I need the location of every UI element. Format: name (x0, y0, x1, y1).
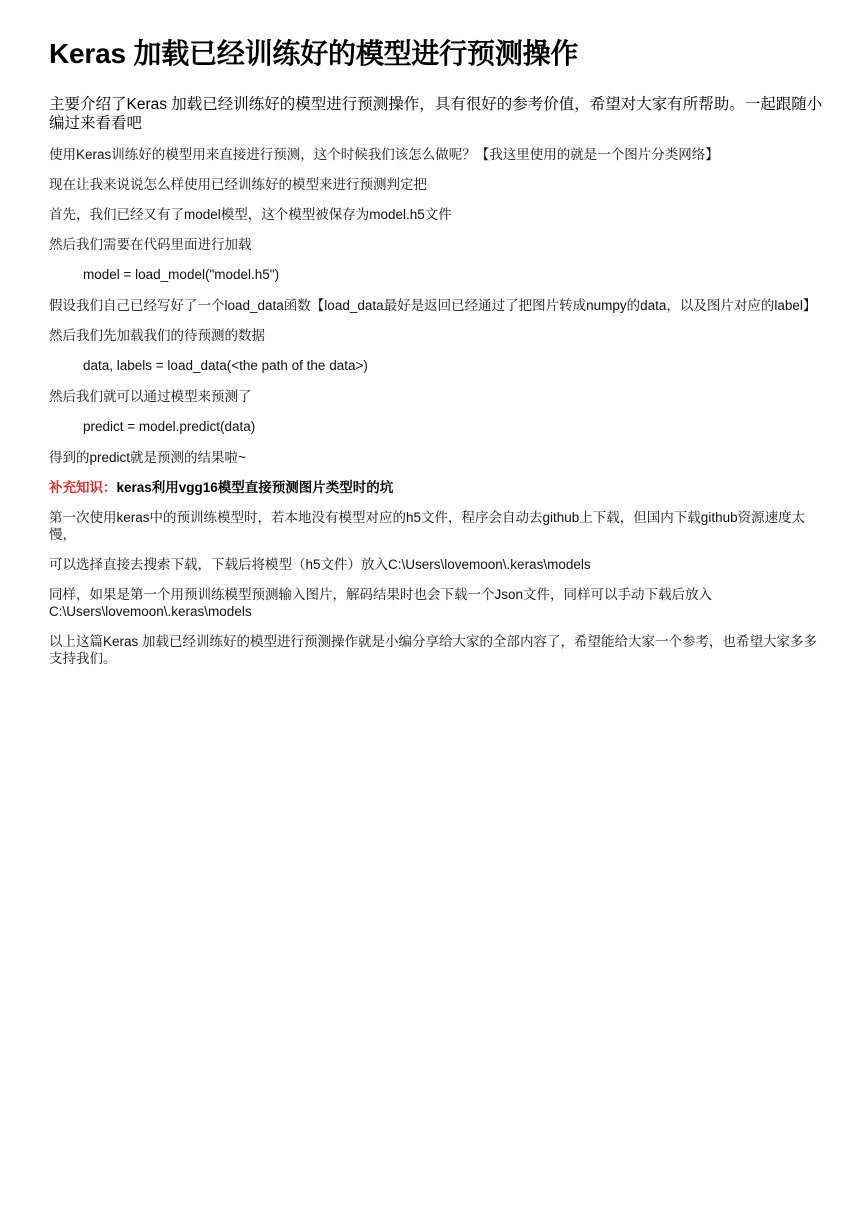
paragraph-predict-intro: 然后我们就可以通过模型来预测了 (49, 389, 252, 404)
paragraph-model-saved: 首先，我们已经又有了model模型，这个模型被保存为model.h5文件 (49, 207, 452, 222)
article-summary: 主要介绍了Keras 加载已经训练好的模型进行预测操作，具有很好的参考价值，希望对大家有所帮助。一起跟随小编过来看看吧 (49, 96, 823, 132)
paragraph-closing: 以上这篇Keras 加载已经训练好的模型进行预测操作就是小编分享给大家的全部内容了，希望能给大家一个参考，也希望大家多多支持我们。 (49, 634, 818, 666)
paragraph-predict-result: 得到的predict就是预测的结果啦~ (49, 450, 246, 465)
paragraph-vgg16-download: 第一次使用keras中的预训练模型时，若本地没有模型对应的h5文件，程序会自动去github上下载，但国内下载github资源速度太慢， (49, 510, 806, 542)
code-load-model: model = load_model("model.h5") (83, 267, 280, 282)
paragraph-load-intro: 然后我们需要在代码里面进行加载 (49, 237, 252, 252)
paragraph-load-data-func: 假设我们自己已经写好了一个load_data函数【load_data最好是返回已经通过了把图片转成numpy的data，以及图片对应的label】 (49, 298, 817, 313)
code-predict: predict = model.predict(data) (83, 419, 256, 434)
article-title: Keras 加载已经训练好的模型进行预测操作 (49, 38, 579, 69)
paragraph-manual-download: 可以选择直接去搜索下载，下载后将模型（h5文件）放入C:\Users\lovemoon\.keras\models (49, 557, 591, 572)
paragraph-json-download: 同样，如果是第一个用预训练模型预测输入图片，解码结果时也会下载一个Json文件，同样可以手动下载后放入C:\Users\lovemoon\.keras\models (49, 587, 713, 619)
supplement-heading (49, 479, 824, 496)
supplement-label: 补充知识： (49, 480, 117, 495)
paragraph-explain: 现在让我来说说怎么样使用已经训练好的模型来进行预测判定把 (49, 177, 427, 192)
code-load-data: data, labels = load_data(<the path of the data>) (83, 358, 368, 373)
supplement-title: keras利用vgg16模型直接预测图片类型时的坑 (116, 480, 394, 495)
paragraph-load-predict-data: 然后我们先加载我们的待预测的数据 (49, 328, 265, 343)
paragraph-intro: 使用Keras训练好的模型用来直接进行预测，这个时候我们该怎么做呢？【我这里使用的就是一个图片分类网络】 (49, 147, 719, 162)
